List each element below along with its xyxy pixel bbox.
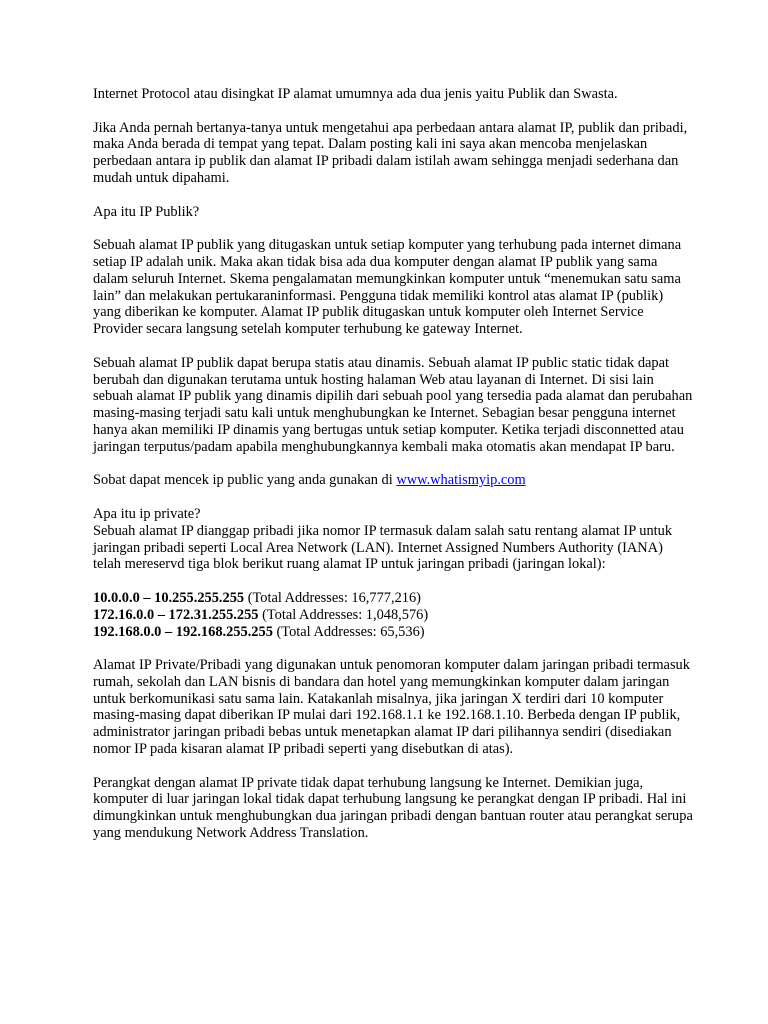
paragraph-4-text: Sobat dapat mencek ip public yang anda gunakan di bbox=[93, 472, 397, 489]
range-1: 10.0.0.0 – 10.255.255.255 bbox=[93, 589, 245, 606]
paragraph-6: Alamat IP Private/Pribadi yang digunakan untuk penomoran komputer dalam jaringan pribadi termasuk rumah, sekolah dan LAN bisnis di bandara dan hotel yang memungkinkan komputer dalam jaringan untuk berkomunikasi satu sama lain. Katakanlah misalnya, jika jaringan X terdiri dari 10 komputer masing-masing dapat diberikan IP mulai dari 192.168.1.1 ke 192.168.1.10. Berbeda dengan IP publik, administrator jaringan pribadi bebas untuk menetapkan alamat IP dari pilihannya sendiri (disediakan nomor IP pada kisaran alamat IP pribadi seperti yang disebutkan di atas). bbox=[93, 657, 690, 758]
range-line-2 bbox=[93, 607, 693, 624]
whatismyip-link[interactable]: www.whatismyip.com bbox=[396, 472, 526, 489]
heading-private-ip: Apa itu ip private? bbox=[93, 505, 201, 522]
range-2: 172.16.0.0 – 172.31.255.255 bbox=[93, 606, 259, 623]
paragraph-3: Sebuah alamat IP publik dapat berupa statis atau dinamis. Sebuah alamat IP public static tidak dapat berubah dan digunakan terutama untuk hosting halaman Web atau layanan di Internet. Di sisi lain sebuah alamat IP publik yang dinamis dipilih dari sebuah pool yang tersedia pada alamat dan perubahan masing-masing terjadi satu kali untuk menghubungkan ke Internet. Sebagian besar pengguna internet hanya akan memiliki IP dinamis yang bertugas untuk setiap komputer. Ketika terjadi disconnetted atau jaringan terputus/padam apabila menghubungkannya kembali maka otomatis akan mendapat IP baru. bbox=[93, 354, 693, 455]
range-line-1 bbox=[93, 590, 693, 607]
paragraph-2: Sebuah alamat IP publik yang ditugaskan untuk setiap komputer yang terhubung pada internet dimana setiap IP adalah unik. Maka akan tidak bisa ada dua komputer dengan alamat IP publik yang sama dalam seluruh Internet. Skema pengalamatan memungkinkan komputer untuk “menemukan satu sama lain” dan melakukan pertukaraninformasi. Pengguna tidak memiliki kontrol atas alamat IP (publik) yang diberikan ke komputer. Alamat IP publik ditugaskan untuk komputer oleh Internet Service Provider secara langsung setelah komputer terhubung ke gateway Internet. bbox=[93, 237, 682, 338]
range-2-total: (Total Addresses: 1,048,576) bbox=[258, 606, 429, 623]
paragraph-7: Perangkat dengan alamat IP private tidak dapat terhubung langsung ke Internet. Demikian juga, komputer di luar jaringan lokal tidak dapat terhubung langsung ke perangkat dengan IP pribadi. Hal ini dimungkinkan untuk menghubungkan dua jaringan pribadi dengan bantuan router atau perangkat serupa yang mendukung Network Address Translation. bbox=[93, 774, 693, 842]
range-1-total: (Total Addresses: 16,777,216) bbox=[244, 589, 421, 606]
range-3-total: (Total Addresses: 65,536) bbox=[272, 623, 425, 640]
paragraph-1: Jika Anda pernah bertanya-tanya untuk mengetahui apa perbedaan antara alamat IP, publik dan pribadi, maka Anda berada di tempat yang tepat. Dalam posting kali ini saya akan mencoba menjelaskan perbedaan antara ip publik dan alamat IP pribadi dalam istilah awam sehingga menjadi sederhana dan mudah untuk dipahami. bbox=[93, 119, 688, 186]
paragraph-4 bbox=[93, 472, 693, 489]
range-line-3 bbox=[93, 624, 693, 641]
private-ip-ranges bbox=[93, 590, 693, 640]
heading-public-ip: Apa itu IP Publik? bbox=[93, 203, 200, 220]
paragraph-5: Sebuah alamat IP dianggap pribadi jika nomor IP termasuk dalam salah satu rentang alamat IP untuk jaringan pribadi seperti Local Area Network (LAN). Internet Assigned Numbers Authority (IANA) telah mereservd tiga blok berikut ruang alamat IP untuk jaringan pribadi (jaringan lokal): bbox=[93, 522, 673, 573]
range-3: 192.168.0.0 – 192.168.255.255 bbox=[93, 623, 273, 640]
document-body bbox=[93, 86, 693, 859]
intro-paragraph: Internet Protocol atau disingkat IP alamat umumnya ada dua jenis yaitu Publik dan Swasta. bbox=[93, 86, 618, 102]
